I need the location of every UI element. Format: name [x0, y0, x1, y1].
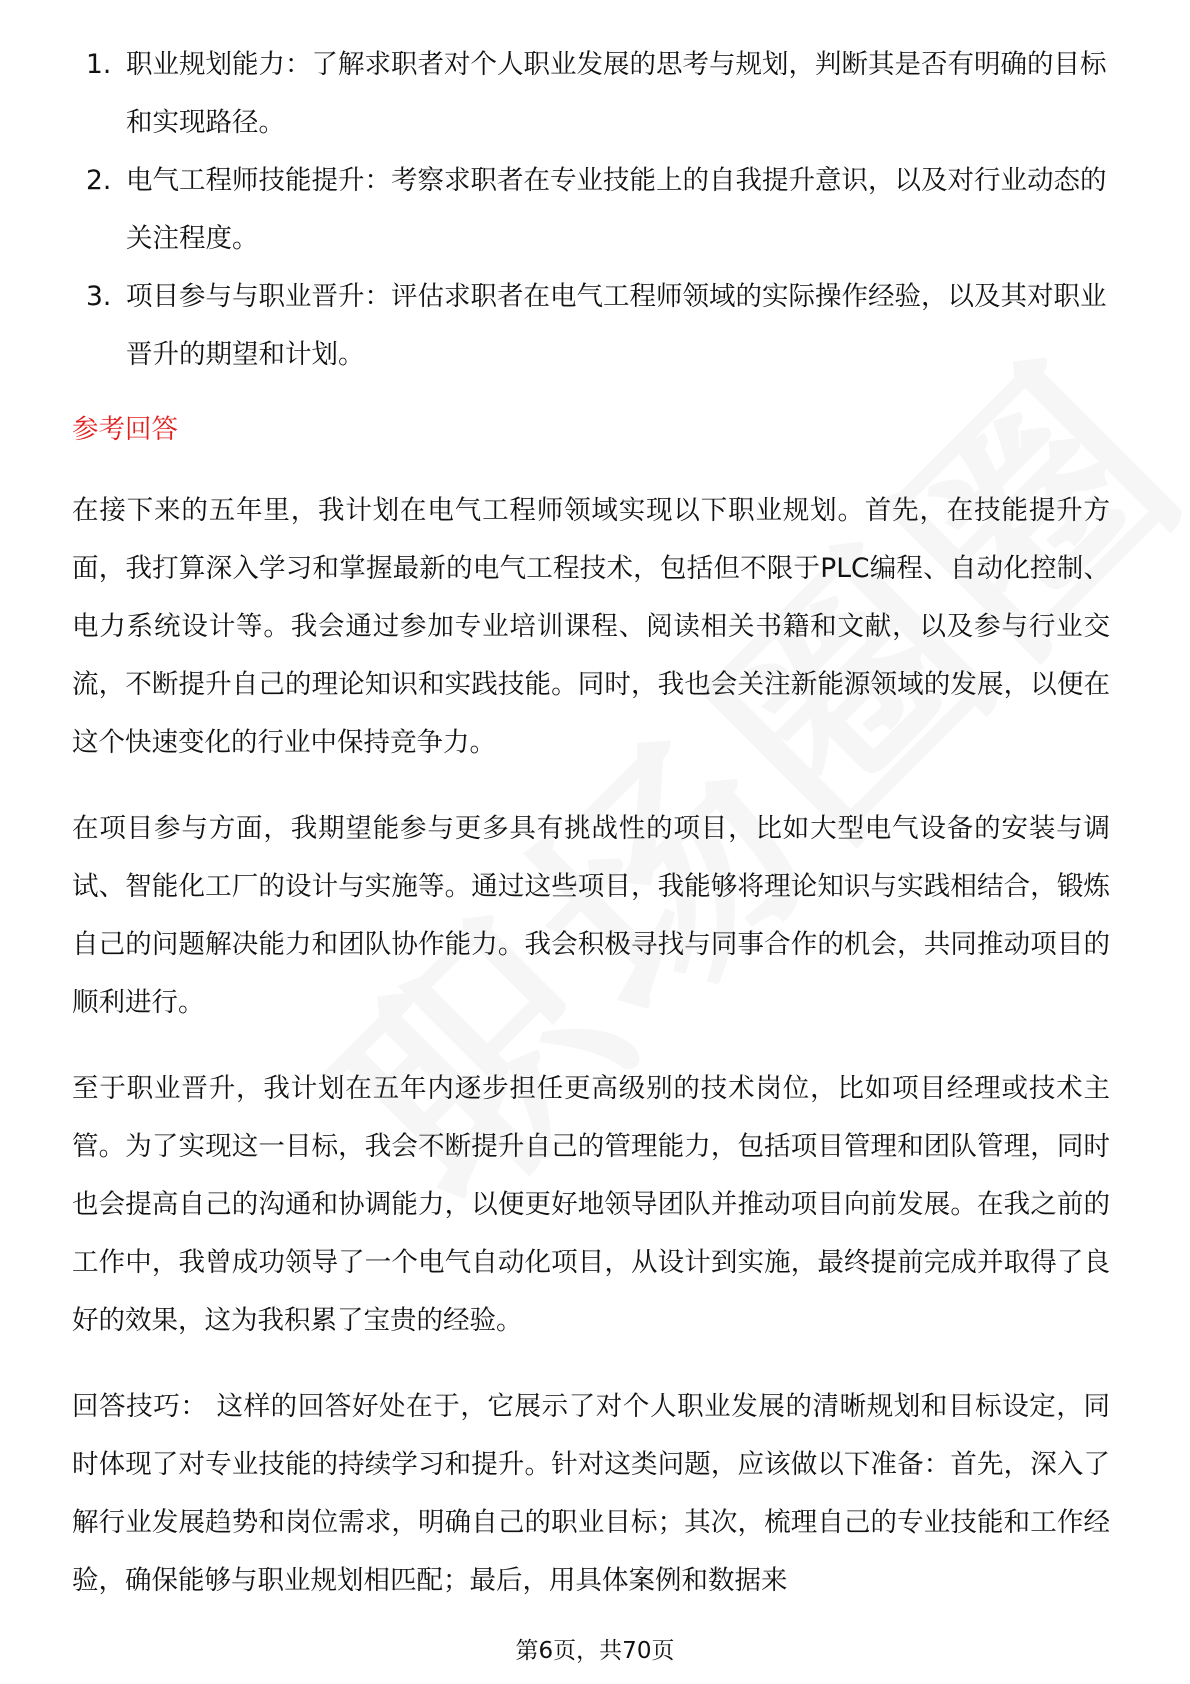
- answer-paragraph: 在项目参与方面，我期望能参与更多具有挑战性的项目，比如大型电气设备的安装与调试、智能化工厂的设计与实施等。通过这些项目，我能够将理论知识与实践相结合，锻炼自己的问题解决能力和团队协作能力。我会积极寻找与同事合作的机会，共同推动项目的顺利进行。: [72, 813, 1110, 1018]
- list-item-text: 项目参与与职业晋升：评估求职者在电气工程师领域的实际操作经验，以及其对职业晋升的期望和计划。: [126, 281, 1107, 370]
- evaluation-criteria-list: [72, 36, 1118, 384]
- page-content: [72, 36, 1118, 1638]
- answer-tips-paragraph: 回答技巧： 这样的回答好处在于，它展示了对个人职业发展的清晰规划和目标设定，同时体现了对专业技能的持续学习和提升。针对这类问题，应该做以下准备：首先，深入了解行业发展趋势和岗位需求，明确自己的职业目标；其次，梳理自己的专业技能和工作经验，确保能够与职业规划相匹配；最后，用具体案例和数据来: [72, 1391, 1110, 1596]
- list-item-number: 2.: [86, 165, 112, 196]
- list-item-text: 职业规划能力：了解求职者对个人职业发展的思考与规划，判断其是否有明确的目标和实现路径。: [126, 49, 1107, 138]
- list-item: [72, 152, 1118, 268]
- list-item: [72, 268, 1118, 384]
- list-item-number: 3.: [86, 281, 112, 312]
- list-item: [72, 36, 1118, 152]
- answer-paragraph: 在接下来的五年里，我计划在电气工程师领域实现以下职业规划。首先，在技能提升方面，我打算深入学习和掌握最新的电气工程技术，包括但不限于PLC编程、自动化控制、电力系统设计等。我会通过参加专业培训课程、阅读相关书籍和文献，以及参与行业交流，不断提升自己的理论知识和实践技能。同时，我也会关注新能源领域的发展，以便在这个快速变化的行业中保持竞争力。: [72, 495, 1110, 758]
- list-item-text: 电气工程师技能提升：考察求职者在专业技能上的自我提升意识，以及对行业动态的关注程度。: [126, 165, 1107, 254]
- answer-paragraph: 至于职业晋升，我计划在五年内逐步担任更高级别的技术岗位，比如项目经理或技术主管。为了实现这一目标，我会不断提升自己的管理能力，包括项目管理和团队管理，同时也会提高自己的沟通和协调能力，以便更好地领导团队并推动项目向前发展。在我之前的工作中，我曾成功领导了一个电气自动化项目，从设计到实施，最终提前完成并取得了良好的效果，这为我积累了宝贵的经验。: [72, 1073, 1110, 1336]
- page-number-footer: 第6页，共70页: [515, 1638, 675, 1664]
- reference-answer-heading: 参考回答: [72, 414, 178, 445]
- list-item-number: 1.: [86, 49, 112, 80]
